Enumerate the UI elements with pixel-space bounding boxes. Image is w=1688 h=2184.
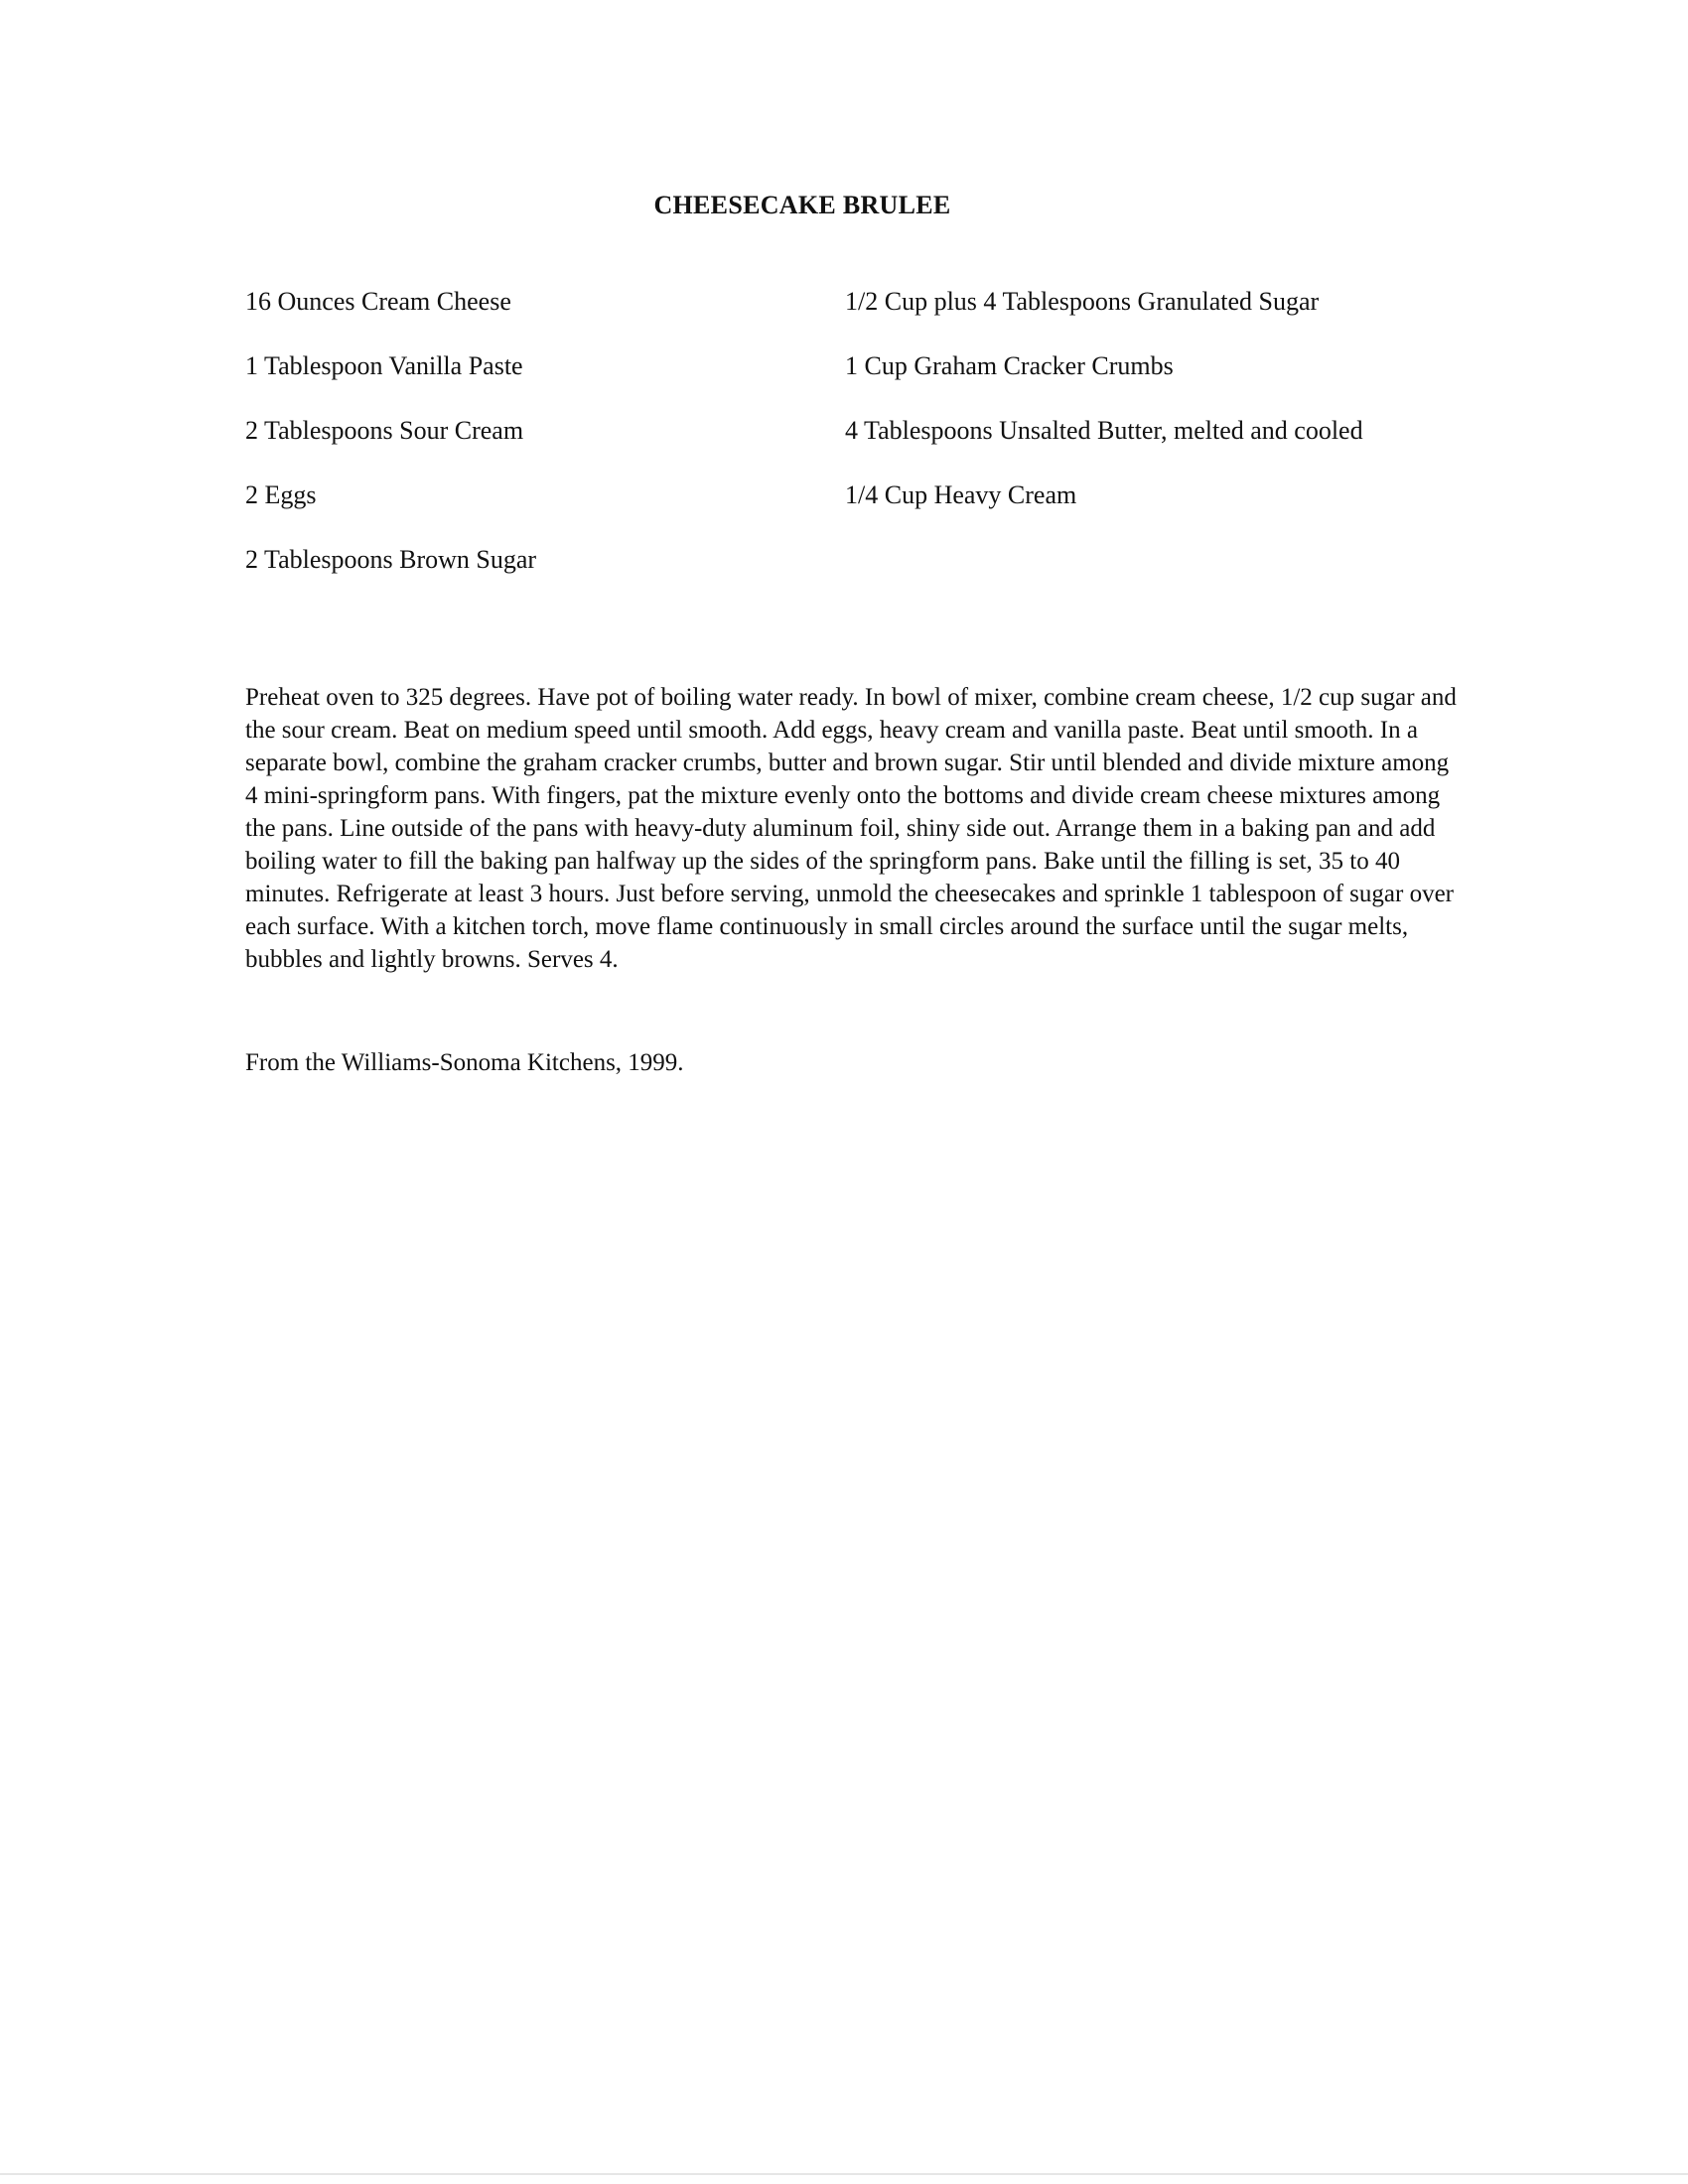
- ingredient-item: 4 Tablespoons Unsalted Butter, melted and cooled: [845, 416, 1363, 445]
- ingredient-item: 2 Tablespoons Sour Cream: [245, 416, 524, 445]
- scan-edge-line: [0, 2173, 1688, 2175]
- ingredient-item: 1/4 Cup Heavy Cream: [845, 480, 1077, 509]
- ingredient-item: 16 Ounces Cream Cheese: [245, 287, 511, 316]
- recipe-source: From the Williams-Sonoma Kitchens, 1999.: [245, 1049, 684, 1076]
- ingredient-item: 1 Cup Graham Cracker Crumbs: [845, 351, 1174, 380]
- ingredient-item: 2 Eggs: [245, 480, 317, 509]
- ingredient-item: 1 Tablespoon Vanilla Paste: [245, 351, 523, 380]
- recipe-title: CHEESECAKE BRULEE: [653, 191, 951, 219]
- ingredients-list: [245, 286, 1486, 604]
- ingredient-item: 2 Tablespoons Brown Sugar: [245, 545, 537, 574]
- ingredient-item: 1/2 Cup plus 4 Tablespoons Granulated Sugar: [845, 287, 1320, 316]
- recipe-directions: Preheat oven to 325 degrees. Have pot of boiling water ready. In bowl of mixer, combine cream cheese, 1/2 cup sugar and the sour cream. Beat on medium speed until smooth. Add eggs, heavy cream and vanilla paste. Beat until smooth. In a separate bowl, combine the graham cracker crumbs, butter and brown sugar. Stir until blended and divide mixture among 4 mini-springform pans. With fingers, pat the mixture evenly onto the bottoms and divide cream cheese mixtures among the pans. Line outside of the pans with heavy-duty aluminum foil, shiny side out. Arrange them in a baking pan and add boiling water to fill the baking pan halfway up the sides of the springform pans. Bake until the filling is set, 35 to 40 minutes. Refrigerate at least 3 hours. Just before serving, unmold the cheesecakes and sprinkle 1 tablespoon of sugar over each surface. With a kitchen torch, move flame continuously in small circles around the surface until the sugar melts, bubbles and lightly browns. Serves 4.: [245, 684, 1457, 973]
